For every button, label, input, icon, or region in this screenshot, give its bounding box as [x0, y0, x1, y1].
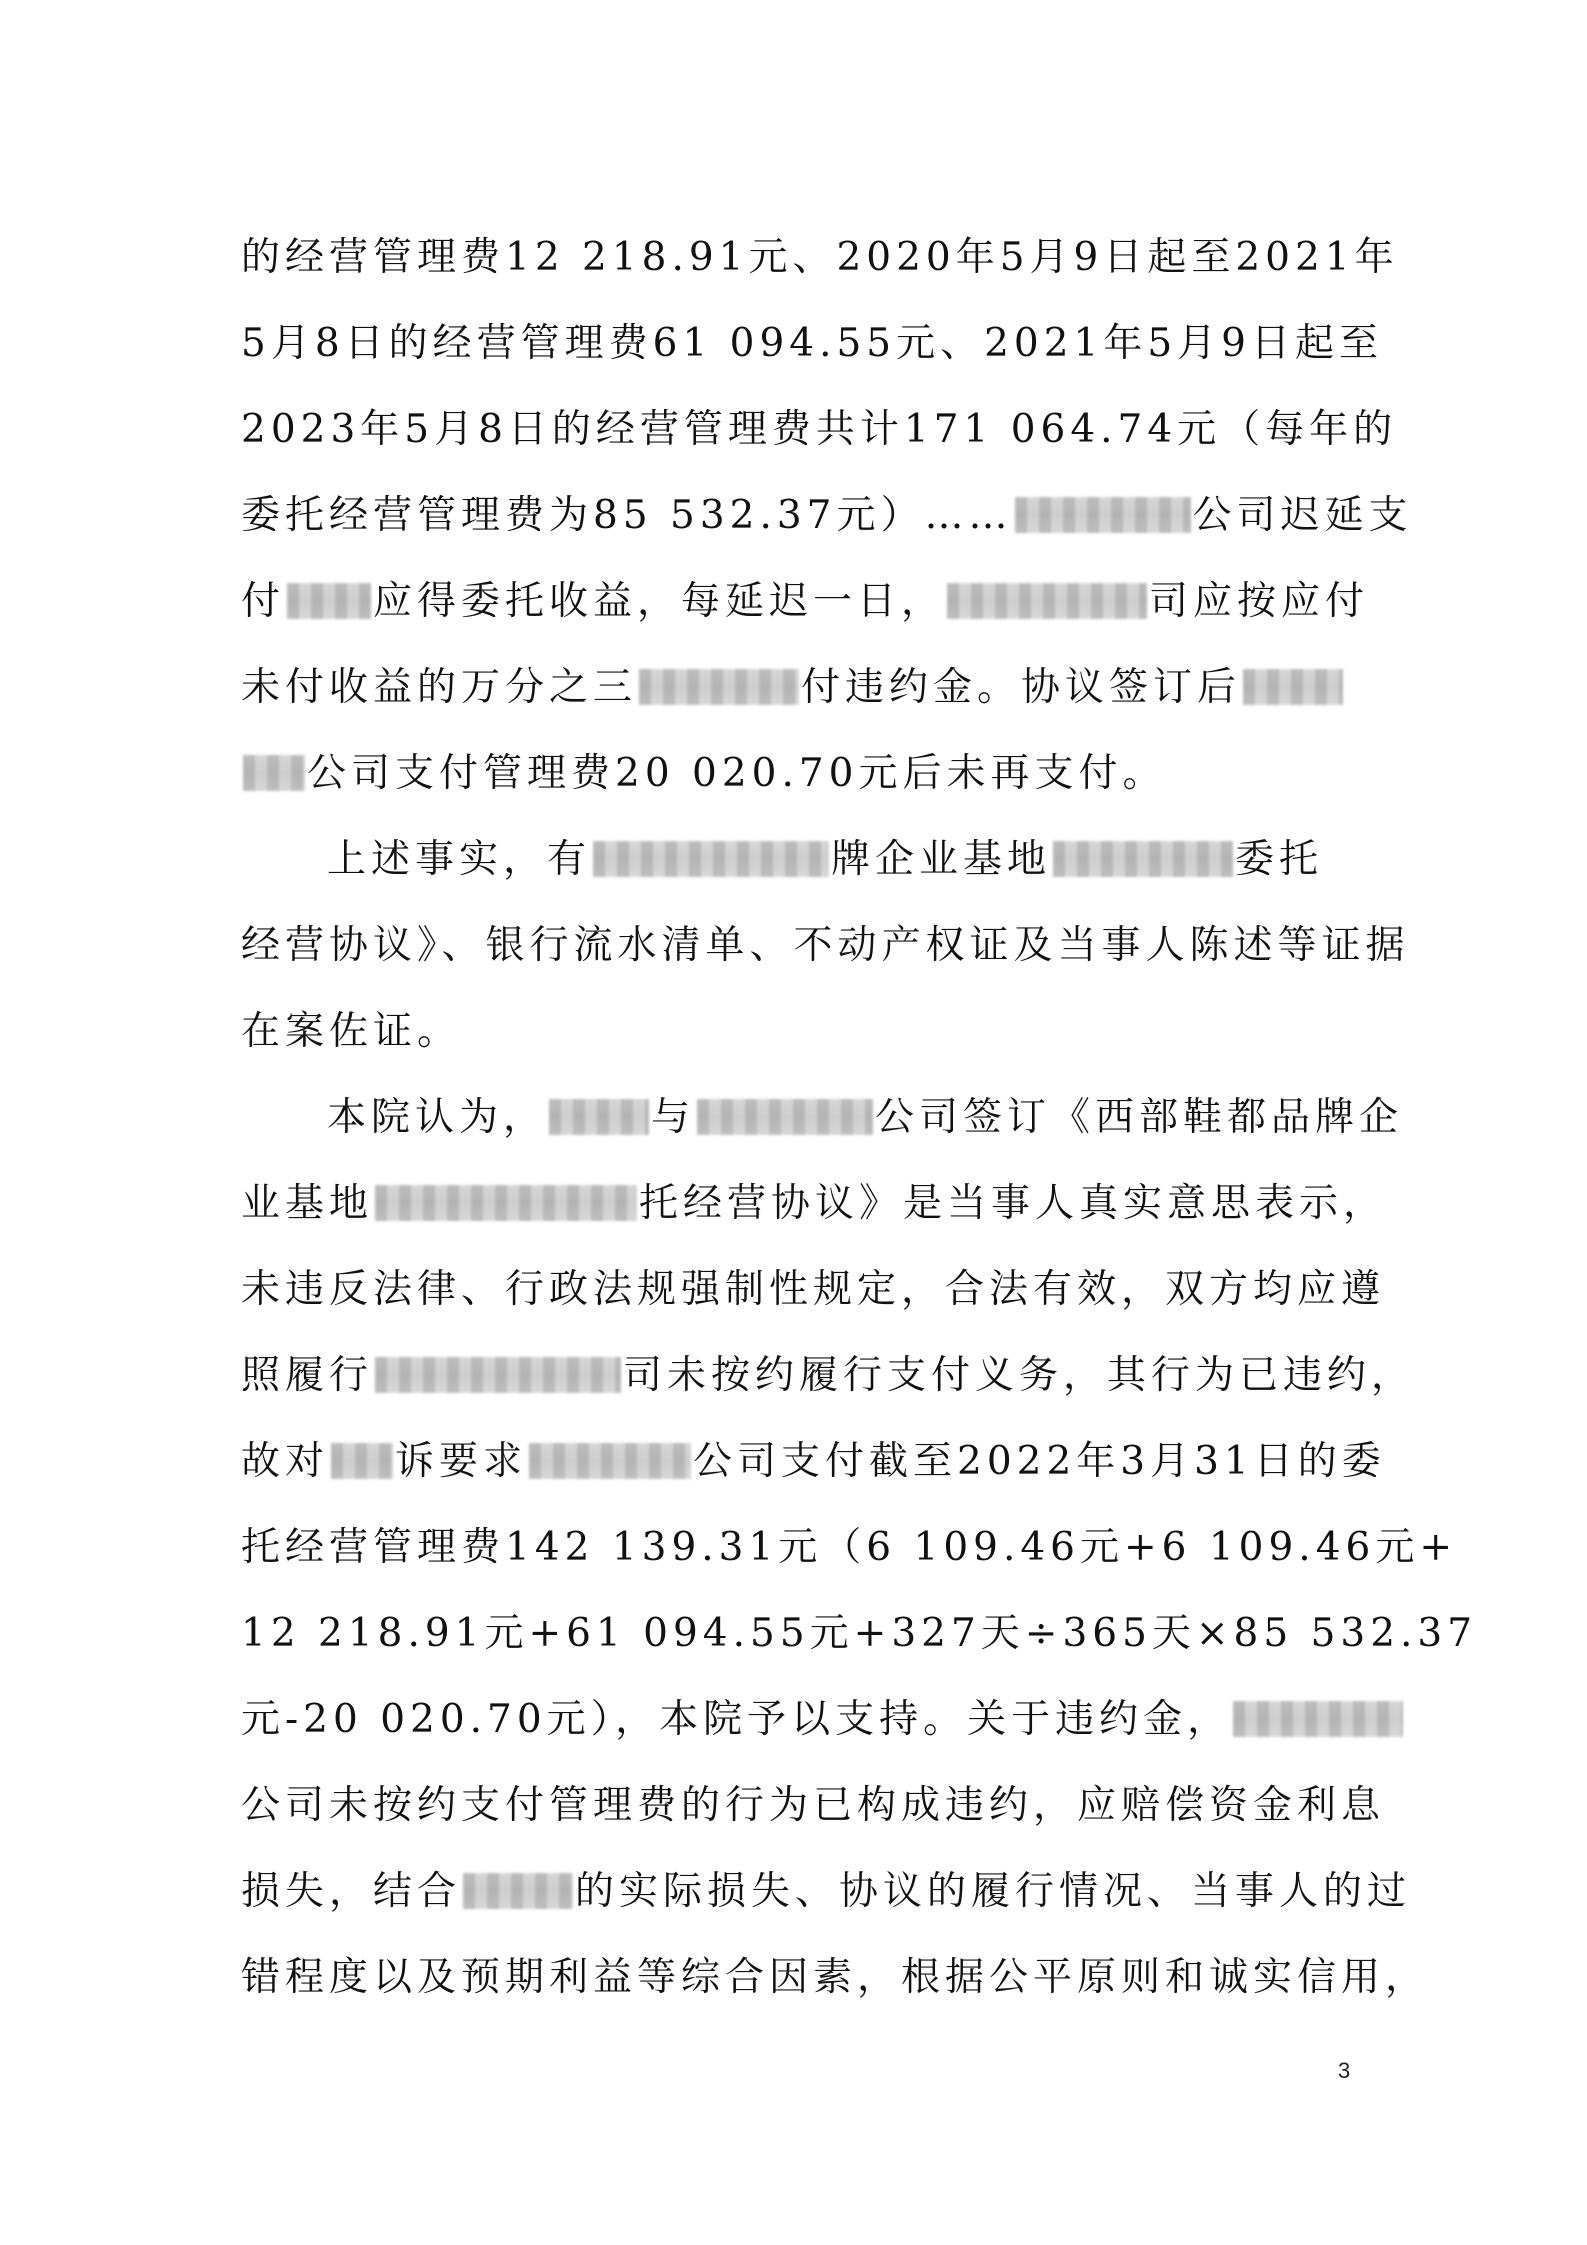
redacted-text — [697, 1099, 873, 1135]
line-text: 经营协议》、银行流水清单、不动产权证及当事人陈述等证据 — [241, 923, 1410, 968]
line-text: 2023年5月8日的经营管理费共计171 064.74元（每年的 — [241, 407, 1398, 452]
line-text: 公司支付截至2022年3月31日的委 — [693, 1439, 1386, 1484]
line-text: 公司签订《西部鞋都品牌企 — [875, 1095, 1404, 1140]
line-text: 付 — [241, 579, 286, 624]
redacted-text — [1243, 669, 1343, 705]
line-text: 损失，结合 — [241, 1869, 462, 1914]
text-line-16 — [241, 1505, 1457, 1591]
redacted-text — [287, 583, 371, 619]
text-line-10 — [241, 989, 1345, 1075]
line-text: 司应按应付 — [1149, 579, 1370, 624]
line-text: 公司迟延支 — [1192, 493, 1413, 538]
line-text: 公司未按约支付管理费的行为已构成违约，应赔偿资金利息 — [241, 1783, 1386, 1828]
line-text: 委托 — [1235, 837, 1324, 882]
page-number: 3 — [1338, 2058, 1351, 2083]
redacted-text — [331, 1443, 393, 1479]
text-line-20 — [241, 1849, 1412, 1935]
redacted-text — [529, 1443, 691, 1479]
redacted-text — [1015, 497, 1191, 533]
text-line-14 — [241, 1333, 1416, 1419]
redacted-text — [243, 755, 305, 791]
redacted-text — [593, 841, 829, 877]
text-line-17 — [241, 1591, 1478, 1677]
line-text: 照履行 — [241, 1353, 374, 1398]
text-line-11 — [241, 1075, 1404, 1161]
text-line-7 — [241, 731, 1345, 817]
text-line-1 — [241, 215, 1399, 301]
text-line-6 — [241, 645, 1345, 731]
line-text: 委托经营管理费为85 532.37元）…… — [241, 493, 1013, 538]
line-text: 在案佐证。 — [241, 1009, 462, 1054]
text-line-5 — [241, 559, 1370, 645]
line-text: 的经营管理费12 218.91元、2020年5月9日起至2021年 — [241, 235, 1399, 280]
line-text: 错程度以及预期利益等综合因素，根据公平原则和诚实信用， — [241, 1955, 1430, 2000]
text-line-19 — [241, 1763, 1386, 1849]
line-text: 故对 — [241, 1439, 330, 1484]
line-text: 本院认为， — [327, 1095, 548, 1140]
line-text: 诉要求 — [395, 1439, 528, 1484]
line-text: 未付收益的万分之三 — [241, 665, 638, 710]
line-text: 托经营管理费142 139.31元（6 109.46元+6 109.46元+ — [241, 1525, 1457, 1570]
line-text: 业基地 — [241, 1181, 374, 1226]
line-text: 元-20 020.70元），本院予以支持。关于违约金， — [241, 1697, 1232, 1742]
line-text: 应得委托收益，每延迟一日， — [373, 579, 946, 624]
line-text: 的实际损失、协议的履行情况、当事人的过 — [575, 1869, 1412, 1914]
line-text: 司未按约履行支付义务，其行为已违约， — [623, 1353, 1416, 1398]
document-body — [241, 215, 1478, 2021]
text-line-9 — [241, 903, 1410, 989]
text-line-15 — [241, 1419, 1386, 1505]
line-text: 牌企业基地 — [831, 837, 1052, 882]
line-text: 付违约金。协议签订后 — [801, 665, 1242, 710]
text-line-2 — [241, 301, 1383, 387]
text-line-13 — [241, 1247, 1386, 1333]
redacted-text — [463, 1873, 573, 1909]
redacted-text — [1233, 1701, 1403, 1737]
redacted-text — [639, 669, 799, 705]
line-text: 5月8日的经营管理费61 094.55元、2021年5月9日起至 — [241, 321, 1383, 366]
redacted-text — [1053, 841, 1233, 877]
text-line-18 — [241, 1677, 1345, 1763]
line-text: 公司支付管理费20 020.70元后未再支付。 — [307, 751, 1167, 796]
text-line-3 — [241, 387, 1398, 473]
line-text: 托经营协议》是当事人真实意思表示， — [639, 1181, 1388, 1226]
text-line-21 — [241, 1935, 1430, 2021]
redacted-text — [375, 1357, 621, 1393]
text-line-8 — [241, 817, 1345, 903]
redacted-text — [375, 1185, 637, 1221]
redacted-text — [549, 1099, 649, 1135]
line-text: 与 — [651, 1095, 696, 1140]
line-text: 上述事实，有 — [327, 837, 592, 882]
text-line-12 — [241, 1161, 1388, 1247]
line-text: 未违反法律、行政法规强制性规定，合法有效，双方均应遵 — [241, 1267, 1386, 1312]
text-line-4 — [241, 473, 1413, 559]
line-text: 12 218.91元+61 094.55元+327天÷365天×85 532.37 — [241, 1611, 1478, 1656]
redacted-text — [947, 583, 1147, 619]
